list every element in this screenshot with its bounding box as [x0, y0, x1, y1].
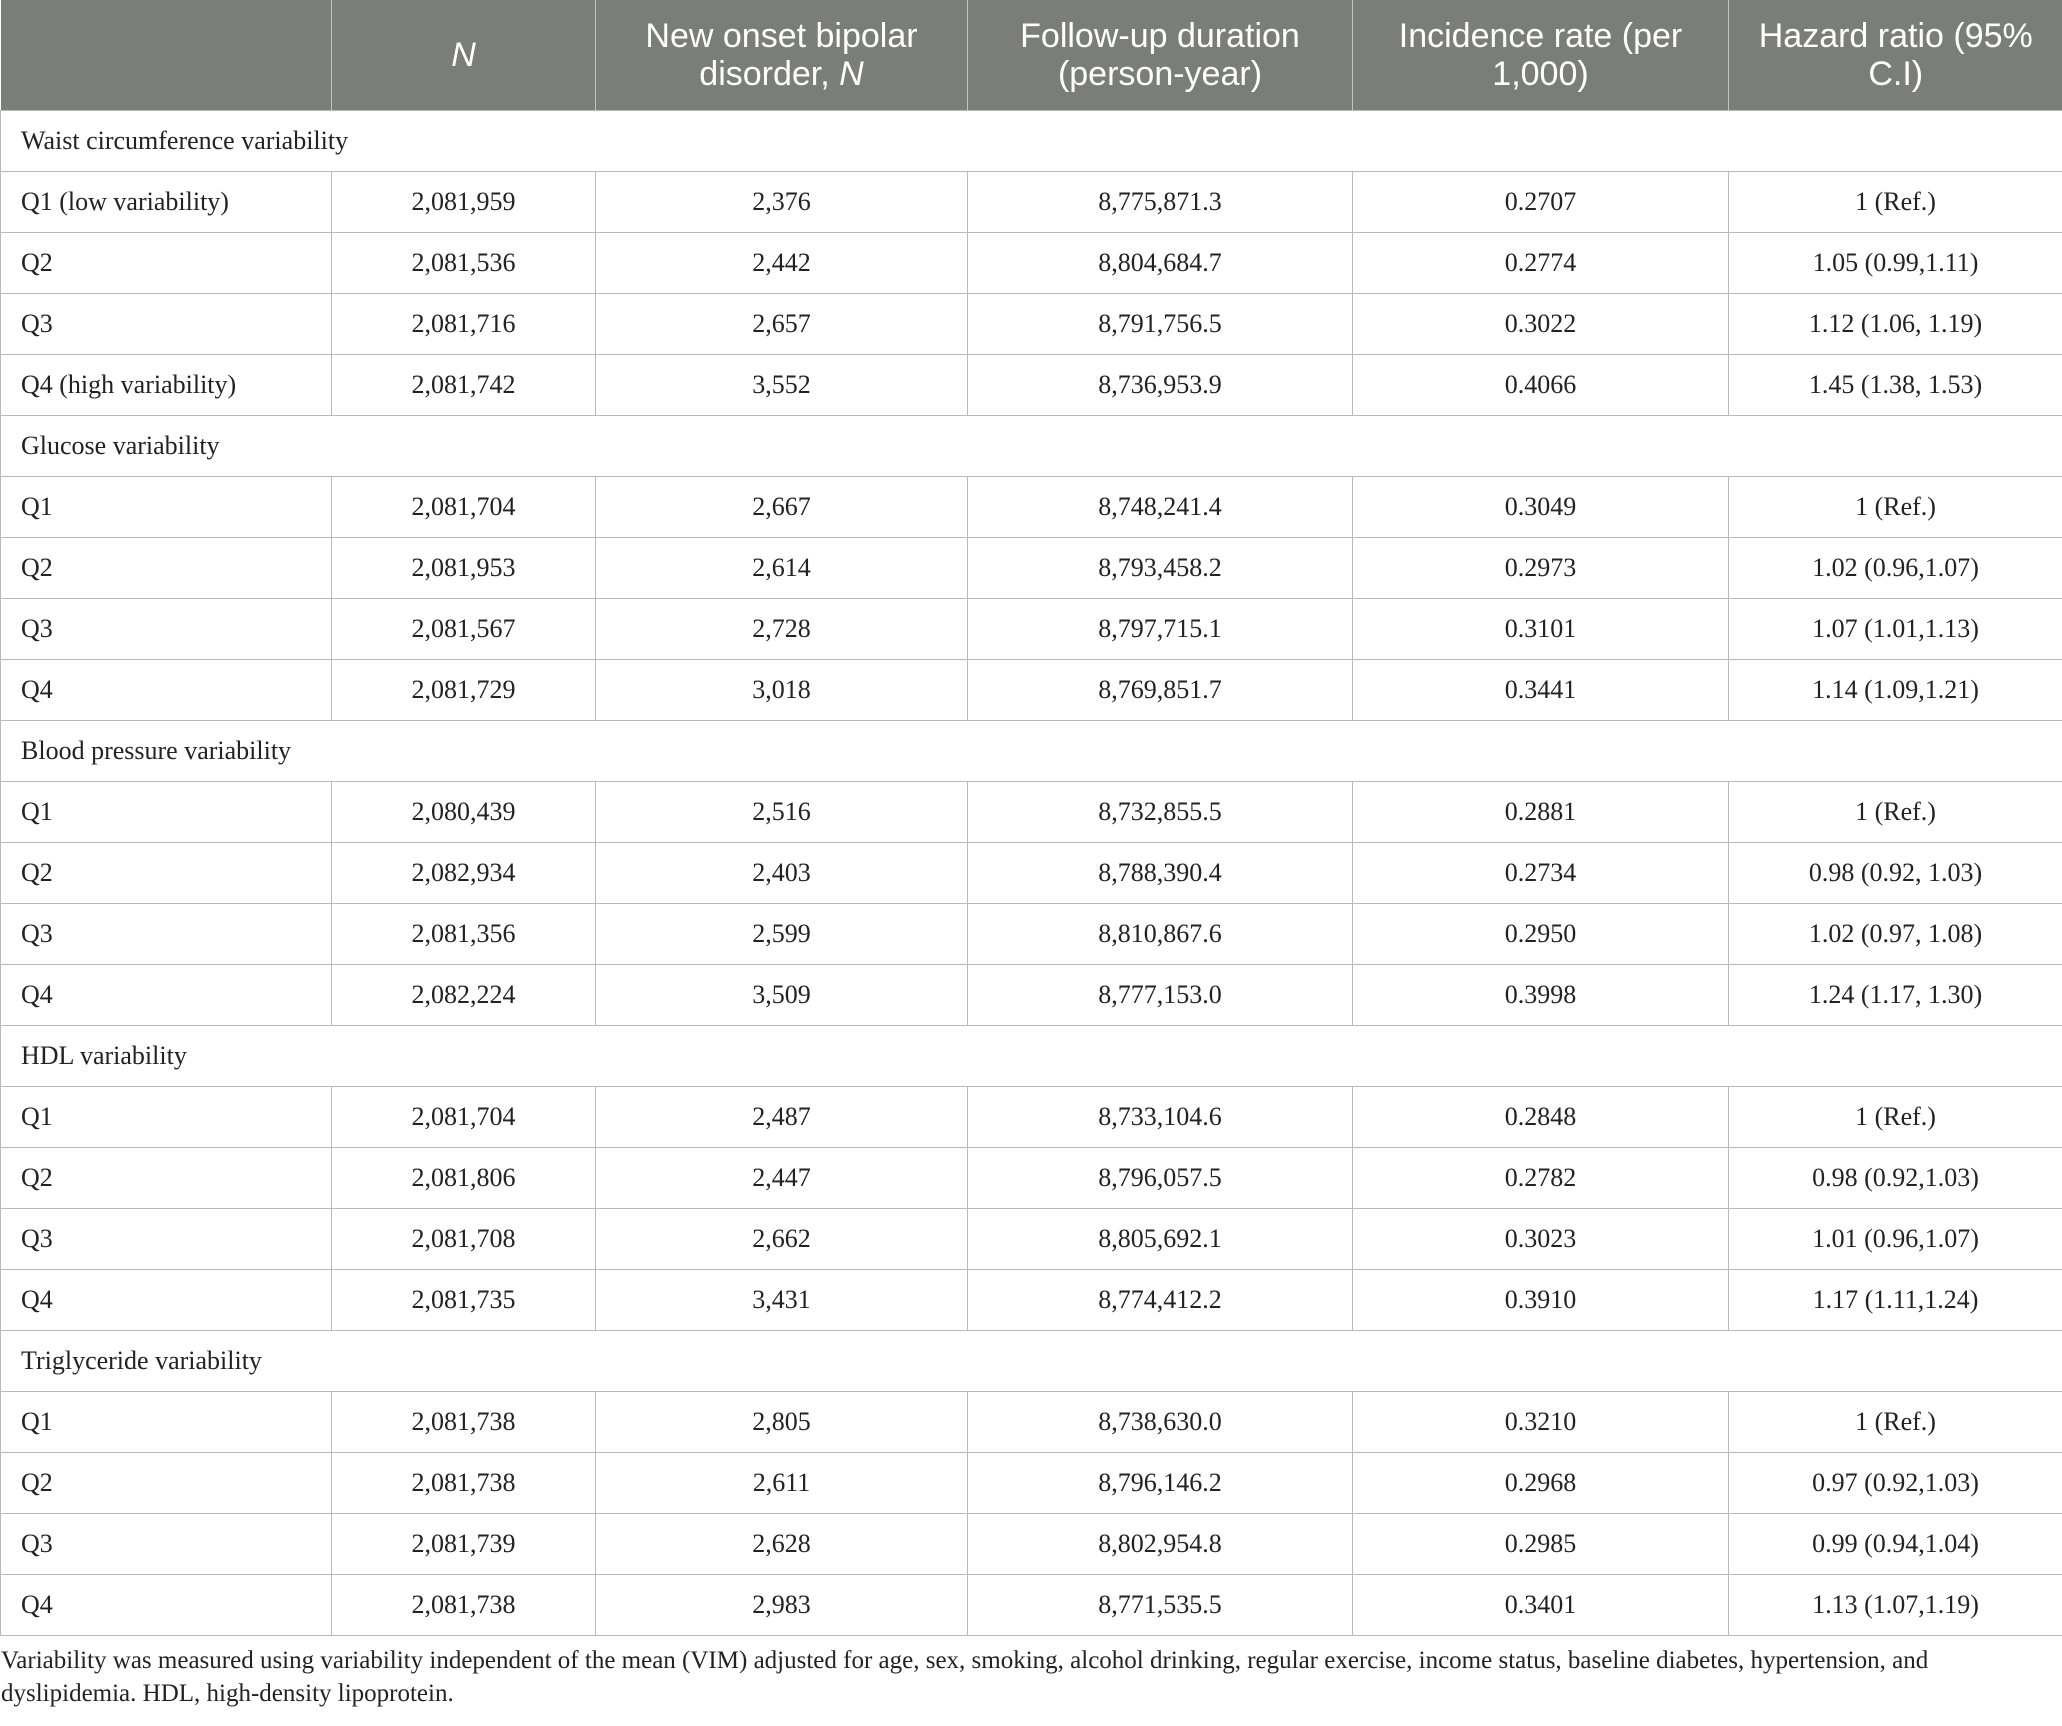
hazard-ratio-value: 1.45 (1.38, 1.53)	[1729, 354, 2062, 415]
hazard-ratio-value: 1.02 (0.96,1.07)	[1729, 537, 2062, 598]
table-row	[1, 1208, 2062, 1269]
header-cell-hazard-ratio: Hazard ratio (95% C.I)	[1729, 0, 2062, 110]
incidence-rate-value: 0.3401	[1353, 1574, 1729, 1635]
follow-up-value: 8,788,390.4	[968, 842, 1353, 903]
new-onset-value: 3,431	[596, 1269, 968, 1330]
hazard-ratio-value: 0.99 (0.94,1.04)	[1729, 1513, 2062, 1574]
incidence-rate-value: 0.2985	[1353, 1513, 1729, 1574]
table-header	[1, 0, 2062, 110]
n-value: 2,081,567	[332, 598, 596, 659]
follow-up-value: 8,797,715.1	[968, 598, 1353, 659]
n-value: 2,081,959	[332, 171, 596, 232]
incidence-rate-value: 0.2968	[1353, 1452, 1729, 1513]
hazard-ratio-value: 1 (Ref.)	[1729, 1086, 2062, 1147]
row-label: Q2	[1, 842, 332, 903]
incidence-rate-value: 0.3022	[1353, 293, 1729, 354]
incidence-rate-value: 0.2973	[1353, 537, 1729, 598]
table-footnote: Variability was measured using variability independent of the mean (VIM) adjusted for age, sex, smoking, alcohol drinking, regular exercise, income status, baseline diabetes, hypertension, and dyslipidemia. HDL, high-density lipoprotein.	[1, 1646, 1929, 1707]
follow-up-value: 8,775,871.3	[968, 171, 1353, 232]
n-value: 2,081,704	[332, 1086, 596, 1147]
hazard-ratio-value: 1.02 (0.97, 1.08)	[1729, 903, 2062, 964]
hazard-ratio-value: 1.01 (0.96,1.07)	[1729, 1208, 2062, 1269]
group-title: Waist circumference variability	[1, 110, 2062, 171]
row-label: Q2	[1, 1452, 332, 1513]
new-onset-value: 2,403	[596, 842, 968, 903]
group-header-row	[1, 720, 2062, 781]
row-label: Q2	[1, 537, 332, 598]
new-onset-value: 2,614	[596, 537, 968, 598]
new-onset-value: 2,728	[596, 598, 968, 659]
table-row	[1, 476, 2062, 537]
new-onset-value: 2,376	[596, 171, 968, 232]
table-row	[1, 171, 2062, 232]
header-new-onset-n: N	[839, 54, 864, 93]
follow-up-value: 8,769,851.7	[968, 659, 1353, 720]
n-value: 2,081,739	[332, 1513, 596, 1574]
row-label: Q3	[1, 1513, 332, 1574]
hazard-ratio-value: 0.98 (0.92,1.03)	[1729, 1147, 2062, 1208]
row-label: Q1	[1, 476, 332, 537]
row-label: Q1	[1, 1086, 332, 1147]
row-label: Q3	[1, 598, 332, 659]
hazard-ratio-value: 1.13 (1.07,1.19)	[1729, 1574, 2062, 1635]
header-cell-new-onset	[596, 0, 968, 110]
n-value: 2,081,806	[332, 1147, 596, 1208]
n-value: 2,081,729	[332, 659, 596, 720]
hazard-ratio-value: 0.98 (0.92, 1.03)	[1729, 842, 2062, 903]
hazard-ratio-value: 1 (Ref.)	[1729, 171, 2062, 232]
new-onset-value: 2,611	[596, 1452, 968, 1513]
follow-up-value: 8,774,412.2	[968, 1269, 1353, 1330]
incidence-rate-value: 0.2774	[1353, 232, 1729, 293]
group-title: Glucose variability	[1, 415, 2062, 476]
row-label: Q4	[1, 659, 332, 720]
table-row	[1, 1391, 2062, 1452]
hazard-ratio-value: 1.17 (1.11,1.24)	[1729, 1269, 2062, 1330]
hazard-ratio-value: 1.05 (0.99,1.11)	[1729, 232, 2062, 293]
follow-up-value: 8,736,953.9	[968, 354, 1353, 415]
n-value: 2,081,738	[332, 1391, 596, 1452]
table-row	[1, 1269, 2062, 1330]
table-row	[1, 781, 2062, 842]
n-value: 2,081,742	[332, 354, 596, 415]
group-header-row	[1, 110, 2062, 171]
table-row	[1, 1574, 2062, 1635]
header-n-label: N	[451, 35, 476, 74]
group-header-row	[1, 1330, 2062, 1391]
group-title: HDL variability	[1, 1025, 2062, 1086]
row-label: Q4	[1, 964, 332, 1025]
new-onset-value: 2,667	[596, 476, 968, 537]
n-value: 2,081,716	[332, 293, 596, 354]
hazard-ratio-value: 0.97 (0.92,1.03)	[1729, 1452, 2062, 1513]
new-onset-value: 3,552	[596, 354, 968, 415]
follow-up-value: 8,810,867.6	[968, 903, 1353, 964]
table-row	[1, 964, 2062, 1025]
follow-up-value: 8,777,153.0	[968, 964, 1353, 1025]
incidence-rate-value: 0.3441	[1353, 659, 1729, 720]
follow-up-value: 8,791,756.5	[968, 293, 1353, 354]
incidence-rate-value: 0.2950	[1353, 903, 1729, 964]
new-onset-value: 2,516	[596, 781, 968, 842]
group-title: Blood pressure variability	[1, 720, 2062, 781]
table-row	[1, 842, 2062, 903]
n-value: 2,081,953	[332, 537, 596, 598]
follow-up-value: 8,804,684.7	[968, 232, 1353, 293]
row-label: Q2	[1, 1147, 332, 1208]
n-value: 2,080,439	[332, 781, 596, 842]
incidence-rate-value: 0.2848	[1353, 1086, 1729, 1147]
header-new-onset-label: New onset bipolar disorder,	[645, 16, 918, 93]
table-row	[1, 232, 2062, 293]
header-row	[1, 0, 2062, 110]
row-label: Q2	[1, 232, 332, 293]
incidence-rate-value: 0.3210	[1353, 1391, 1729, 1452]
follow-up-value: 8,793,458.2	[968, 537, 1353, 598]
follow-up-value: 8,796,057.5	[968, 1147, 1353, 1208]
incidence-rate-value: 0.3049	[1353, 476, 1729, 537]
table-row	[1, 354, 2062, 415]
row-label: Q3	[1, 293, 332, 354]
row-label: Q3	[1, 1208, 332, 1269]
n-value: 2,082,224	[332, 964, 596, 1025]
incidence-rate-value: 0.2707	[1353, 171, 1729, 232]
follow-up-value: 8,732,855.5	[968, 781, 1353, 842]
hazard-ratio-value: 1.07 (1.01,1.13)	[1729, 598, 2062, 659]
group-header-row	[1, 1025, 2062, 1086]
incidence-rate-value: 0.4066	[1353, 354, 1729, 415]
table-row	[1, 537, 2062, 598]
hazard-ratio-value: 1 (Ref.)	[1729, 1391, 2062, 1452]
incidence-rate-value: 0.2782	[1353, 1147, 1729, 1208]
row-label: Q1	[1, 1391, 332, 1452]
incidence-rate-value: 0.3910	[1353, 1269, 1729, 1330]
table-row	[1, 903, 2062, 964]
new-onset-value: 2,662	[596, 1208, 968, 1269]
header-cell-blank	[1, 0, 332, 110]
row-label: Q4 (high variability)	[1, 354, 332, 415]
n-value: 2,081,735	[332, 1269, 596, 1330]
n-value: 2,081,738	[332, 1452, 596, 1513]
new-onset-value: 2,442	[596, 232, 968, 293]
new-onset-value: 2,628	[596, 1513, 968, 1574]
incidence-rate-value: 0.2734	[1353, 842, 1729, 903]
table-row	[1, 293, 2062, 354]
hazard-ratio-value: 1 (Ref.)	[1729, 781, 2062, 842]
follow-up-value: 8,733,104.6	[968, 1086, 1353, 1147]
follow-up-value: 8,805,692.1	[968, 1208, 1353, 1269]
table-row	[1, 598, 2062, 659]
new-onset-value: 2,805	[596, 1391, 968, 1452]
new-onset-value: 3,509	[596, 964, 968, 1025]
follow-up-value: 8,748,241.4	[968, 476, 1353, 537]
incidence-rate-value: 0.3101	[1353, 598, 1729, 659]
table-body	[1, 110, 2062, 1635]
hazard-ratio-value: 1.12 (1.06, 1.19)	[1729, 293, 2062, 354]
follow-up-value: 8,771,535.5	[968, 1574, 1353, 1635]
follow-up-value: 8,796,146.2	[968, 1452, 1353, 1513]
follow-up-value: 8,738,630.0	[968, 1391, 1353, 1452]
table-row	[1, 1513, 2062, 1574]
new-onset-value: 2,447	[596, 1147, 968, 1208]
row-label: Q1 (low variability)	[1, 171, 332, 232]
incidence-rate-value: 0.3023	[1353, 1208, 1729, 1269]
table-row	[1, 1147, 2062, 1208]
n-value: 2,081,704	[332, 476, 596, 537]
row-label: Q4	[1, 1574, 332, 1635]
row-label: Q4	[1, 1269, 332, 1330]
new-onset-value: 3,018	[596, 659, 968, 720]
new-onset-value: 2,487	[596, 1086, 968, 1147]
n-value: 2,081,536	[332, 232, 596, 293]
table-row	[1, 1452, 2062, 1513]
new-onset-value: 2,657	[596, 293, 968, 354]
n-value: 2,081,738	[332, 1574, 596, 1635]
incidence-rate-value: 0.3998	[1353, 964, 1729, 1025]
header-cell-incidence-rate: Incidence rate (per 1,000)	[1353, 0, 1729, 110]
incidence-rate-value: 0.2881	[1353, 781, 1729, 842]
hazard-ratio-value: 1.14 (1.09,1.21)	[1729, 659, 2062, 720]
new-onset-value: 2,599	[596, 903, 968, 964]
new-onset-value: 2,983	[596, 1574, 968, 1635]
header-cell-n	[332, 0, 596, 110]
n-value: 2,082,934	[332, 842, 596, 903]
header-cell-follow-up: Follow-up duration (person-year)	[968, 0, 1353, 110]
table-row	[1, 1086, 2062, 1147]
n-value: 2,081,708	[332, 1208, 596, 1269]
hazard-ratio-value: 1 (Ref.)	[1729, 476, 2062, 537]
group-header-row	[1, 415, 2062, 476]
follow-up-value: 8,802,954.8	[968, 1513, 1353, 1574]
row-label: Q1	[1, 781, 332, 842]
n-value: 2,081,356	[332, 903, 596, 964]
group-title: Triglyceride variability	[1, 1330, 2062, 1391]
row-label: Q3	[1, 903, 332, 964]
table-row	[1, 659, 2062, 720]
hazard-ratio-value: 1.24 (1.17, 1.30)	[1729, 964, 2062, 1025]
